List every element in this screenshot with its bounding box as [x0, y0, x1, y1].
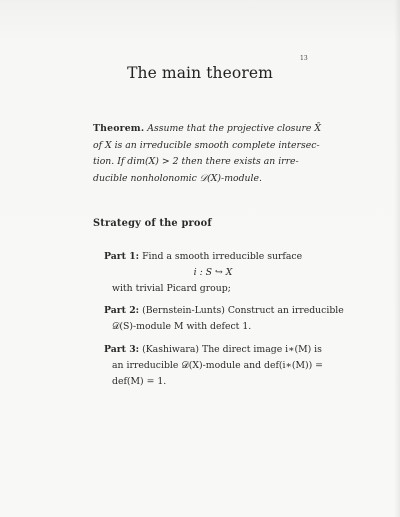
- part-1-line-1: [104, 249, 314, 265]
- page-title: The main theorem: [127, 64, 273, 82]
- part-3-text-3: def(M) = 1.: [112, 376, 167, 387]
- theorem-block: [93, 121, 321, 187]
- part-2-label: Part 2:: [104, 305, 140, 316]
- theorem-line-2: of X is an irreducible smooth complete intersec-: [93, 139, 320, 151]
- part-3-text-1: (Kashiwara) The direct image i∗(M) is: [142, 344, 322, 355]
- part-3-line-1: [104, 342, 322, 358]
- part-1: [104, 249, 314, 297]
- theorem-line-1: [93, 121, 321, 138]
- part-3-text-2: an irreducible 𝒟(X)-module and def(i∗(M)) =: [112, 360, 323, 371]
- part-2-line-1: [104, 303, 344, 319]
- part-1-text-3: with trivial Picard group;: [112, 283, 231, 294]
- part-2-text-2: 𝒟(S)-module M with defect 1.: [112, 321, 252, 332]
- strategy-heading: Strategy of the proof: [93, 218, 212, 229]
- part-2: [104, 303, 344, 335]
- part-1-label: Part 1:: [104, 251, 140, 262]
- theorem-text-1: Assume that the projective closure X̄: [147, 123, 321, 134]
- part-1-formula: i : S ↪ X: [193, 267, 233, 278]
- theorem-line-3: tion. If dim(X) > 2 then there exists an irre-: [93, 156, 299, 167]
- part-1-text-1: Find a smooth irreducible surface: [142, 251, 303, 262]
- theorem-line-4: ducible nonholonomic 𝒟(X)-module.: [93, 172, 262, 184]
- theorem-heading: Theorem.: [93, 123, 145, 134]
- part-3: [104, 342, 323, 390]
- part-3-label: Part 3:: [104, 344, 140, 355]
- page-number: 13: [300, 55, 308, 62]
- part-2-text-1: (Bernstein-Lunts) Construct an irreducible: [142, 305, 344, 316]
